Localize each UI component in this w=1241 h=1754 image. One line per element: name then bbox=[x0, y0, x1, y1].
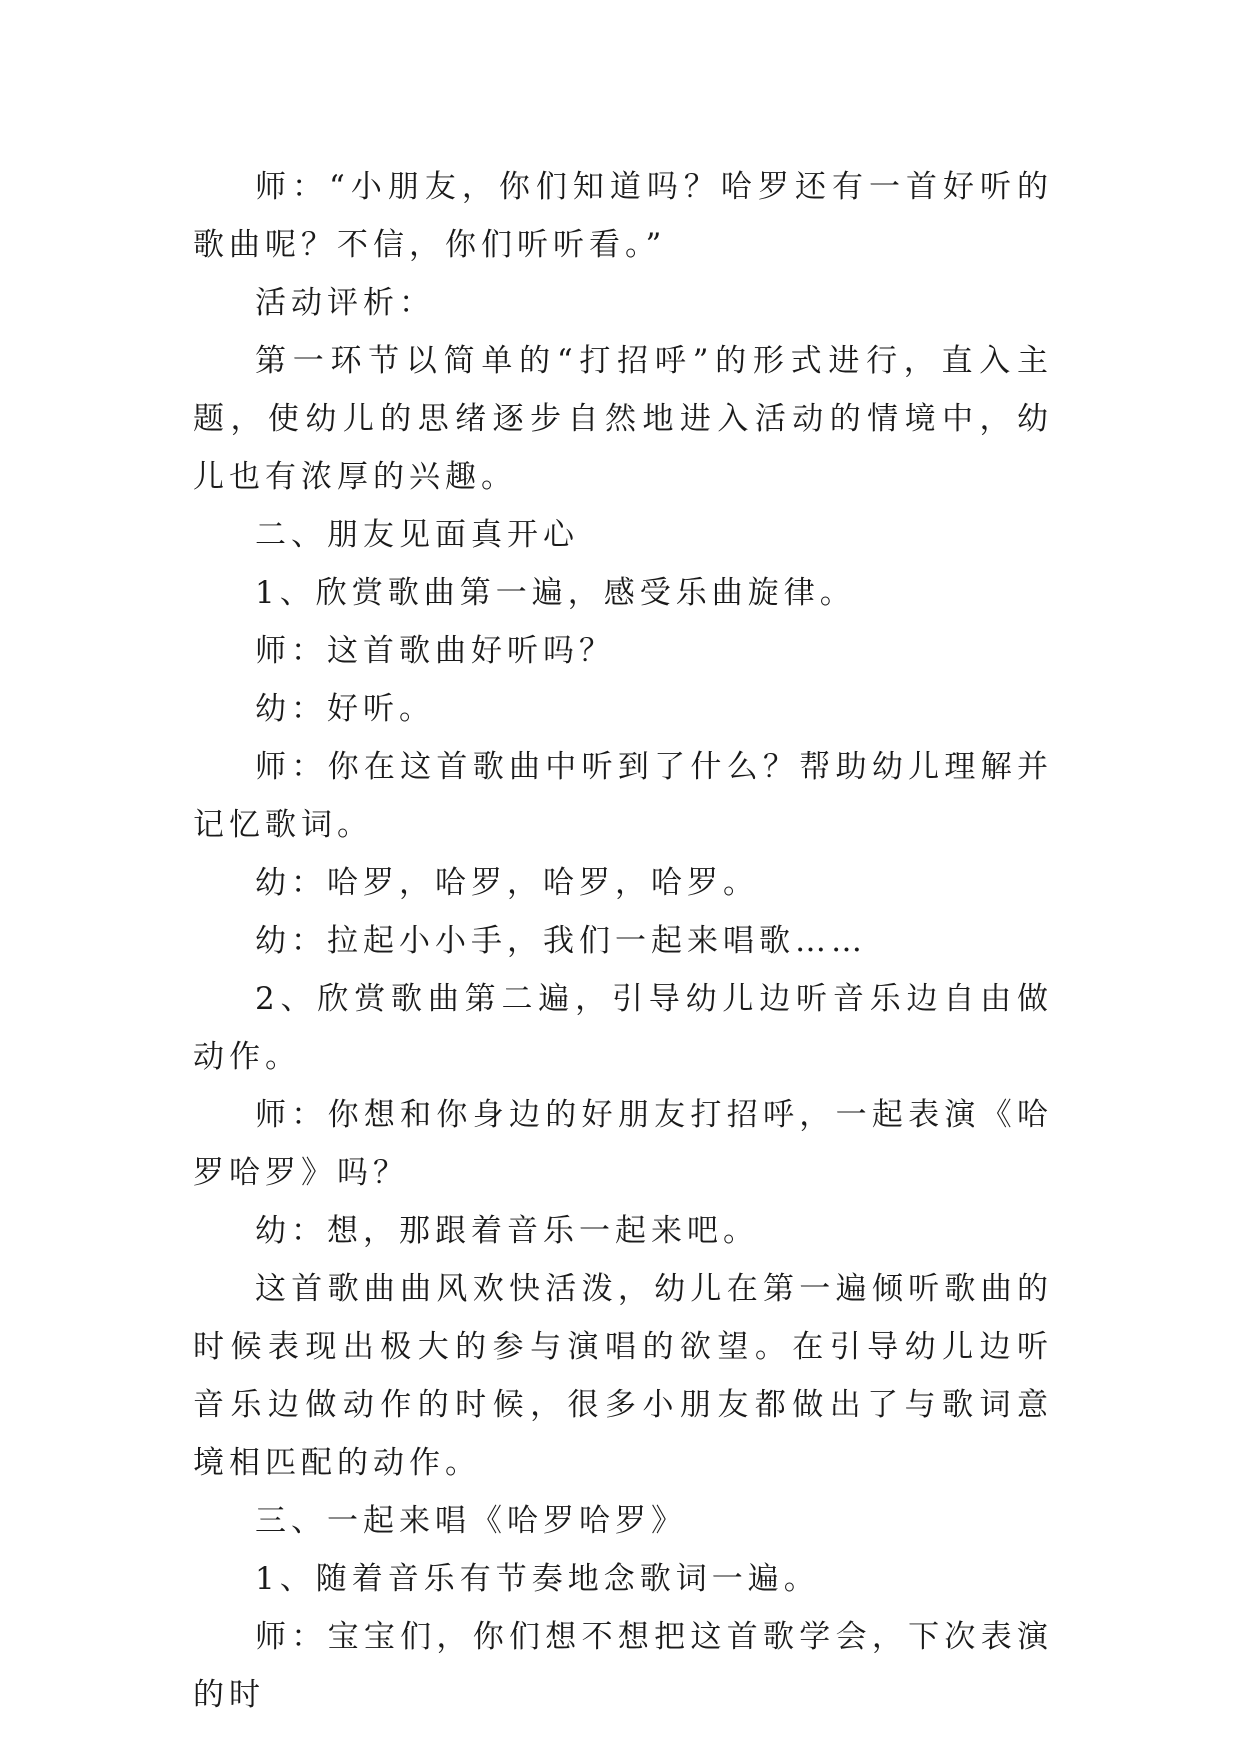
paragraph-reflection: 这首歌曲曲风欢快活泼，幼儿在第一遍倾听歌曲的时候表现出极大的参与演唱的欲望。在引导幼儿边听音乐边做动作的时候，很多小朋友都做出了与歌词意境相匹配的动作。 bbox=[193, 1271, 1053, 1481]
paragraph-step-2: 2、欣赏歌曲第二遍，引导幼儿边听音乐边自由做动作。 bbox=[193, 981, 1053, 1075]
paragraph-step-1: 1、欣赏歌曲第一遍，感受乐曲旋律。 bbox=[255, 575, 856, 611]
paragraph-analysis-text: 第一环节以简单的“打招呼”的形式进行，直入主题，使幼儿的思绪逐步自然地进入活动的情境中，幼儿也有浓厚的兴趣。 bbox=[193, 343, 1053, 495]
paragraph-dialogue: 师：你在这首歌曲中听到了什么？帮助幼儿理解并记忆歌词。 bbox=[193, 749, 1053, 843]
paragraph-step-3-1: 1、随着音乐有节奏地念歌词一遍。 bbox=[255, 1561, 820, 1597]
paragraph-dialogue: 师：宝宝们，你们想不想把这首歌学会，下次表演的时 bbox=[193, 1619, 1053, 1713]
paragraph-dialogue: 师：这首歌曲好听吗？ bbox=[255, 633, 615, 669]
paragraph-dialogue: 幼：好听。 bbox=[255, 691, 435, 727]
paragraph-dialogue: 师：你想和你身边的好朋友打招呼，一起表演《哈罗哈罗》吗？ bbox=[193, 1097, 1053, 1191]
paragraph-analysis-heading: 活动评析： bbox=[255, 285, 435, 321]
paragraph-dialogue: 幼：想，那跟着音乐一起来吧。 bbox=[255, 1213, 759, 1249]
document-body bbox=[193, 158, 1053, 1724]
paragraph-teacher-intro: 师：“小朋友，你们知道吗？哈罗还有一首好听的歌曲呢？不信，你们听听看。” bbox=[193, 169, 1053, 263]
paragraph-dialogue: 幼：哈罗，哈罗，哈罗，哈罗。 bbox=[255, 865, 759, 901]
section-heading-3: 三、一起来唱《哈罗哈罗》 bbox=[255, 1503, 687, 1539]
paragraph-dialogue: 幼：拉起小小手，我们一起来唱歌…… bbox=[255, 923, 867, 959]
section-heading-2: 二、朋友见面真开心 bbox=[255, 517, 579, 553]
